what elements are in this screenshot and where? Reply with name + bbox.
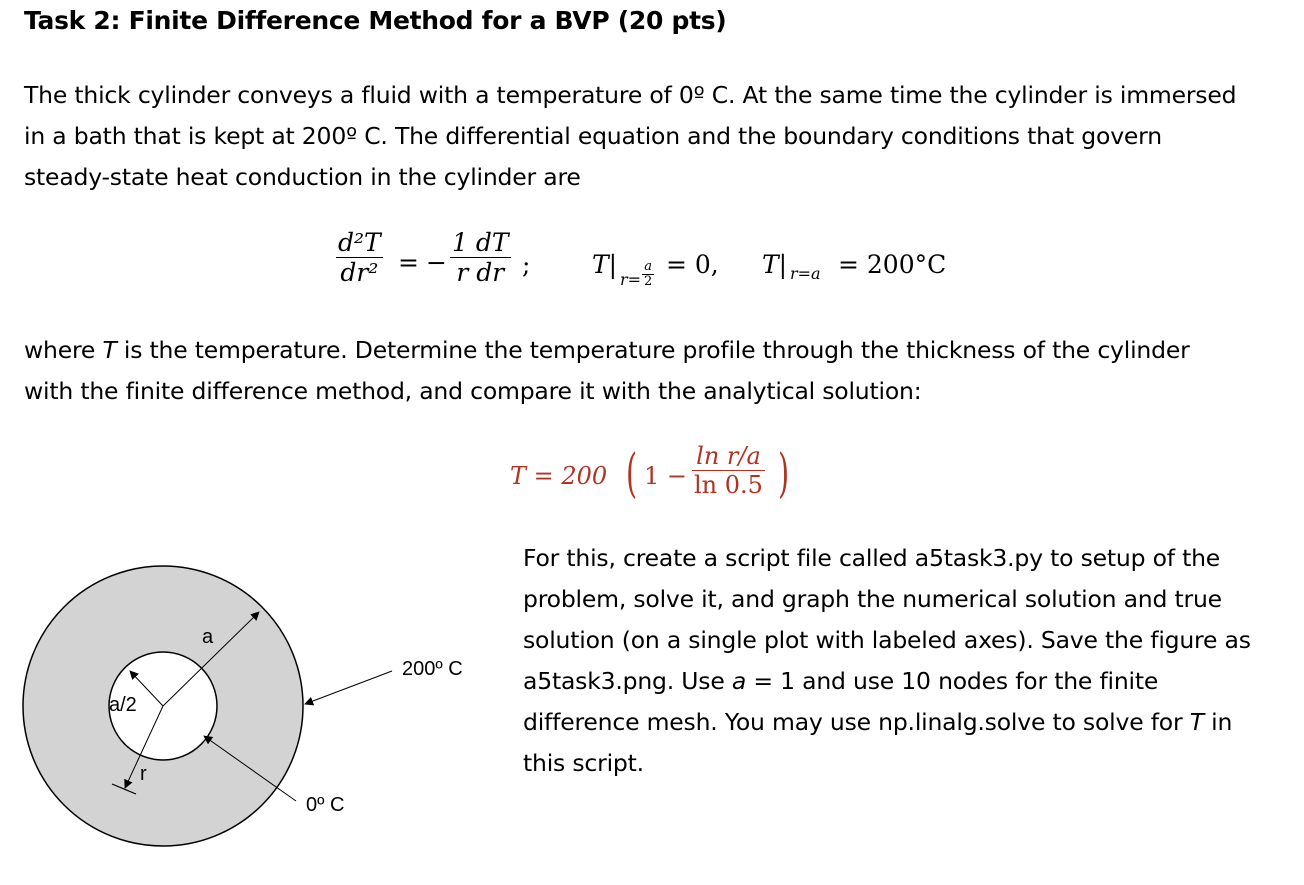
bc1-lhs: T|: [592, 250, 618, 279]
analytical-solution: [510, 438, 810, 518]
label-r: r: [140, 763, 147, 785]
minus-sign: −: [426, 248, 447, 277]
instructions-line-1: For this, create a script file called a5task3.py to setup of the: [523, 544, 1221, 572]
instructions-line-3: solution (on a single plot with labeled axes). Save the figure as: [523, 626, 1251, 654]
lhs-numerator: d²T: [338, 228, 381, 257]
instructions-line-4-a: a: [731, 667, 747, 695]
cylinder-diagram: [0, 560, 500, 860]
analytical-lhs: T = 200: [510, 462, 608, 490]
instructions-line-6: this script.: [523, 749, 644, 777]
outer-temperature-leader: [305, 671, 392, 704]
bc2-lhs: T|: [762, 250, 788, 279]
instructions-paragraph: [523, 538, 1251, 784]
instructions-line-5-post: in: [1203, 708, 1233, 736]
where-paragraph: [24, 330, 1190, 412]
analytical-denominator: ln 0.5: [694, 471, 763, 499]
bc1-subscript-numerator: a: [644, 259, 653, 274]
rhs-numerator: 1 dT: [452, 228, 509, 257]
instructions-line-2: problem, solve it, and graph the numerical solution and true: [523, 585, 1222, 613]
instructions-line-5: [523, 702, 1251, 743]
analytical-one-minus: 1 −: [644, 462, 688, 490]
instructions-line-4-pre: a5task3.png. Use: [523, 667, 732, 695]
instructions-line-4-post: = 1 and use 10 nodes for the finite: [746, 667, 1159, 695]
analytical-fraction: [692, 442, 765, 499]
intro-paragraph: [24, 75, 1236, 198]
label-a-half: a/2: [109, 694, 137, 716]
bc1-subscript-fraction: [642, 260, 654, 289]
bc1-rhs: = 0,: [666, 250, 719, 279]
task-title: Task 2: Finite Difference Method for a BVP (20 pts): [24, 6, 727, 35]
intro-line-2: in a bath that is kept at 200º C. The differential equation and the boundary conditions that govern: [24, 122, 1162, 150]
label-outer-temperature: 200º C: [402, 658, 463, 680]
lhs-fraction: [336, 228, 383, 287]
where-line-1-T: T: [102, 336, 117, 364]
where-line-2: with the finite difference method, and compare it with the analytical solution:: [24, 377, 922, 405]
bc1-subscript-denominator: 2: [644, 274, 653, 289]
intro-line-3: steady-state heat conduction in the cylinder are: [24, 163, 581, 191]
equals-sign: =: [398, 248, 419, 277]
instructions-line-4: [523, 661, 1251, 702]
instructions-line-5-T: T: [1189, 708, 1204, 736]
intro-line-1: The thick cylinder conveys a fluid with a temperature of 0º C. At the same time the cylinder is immersed: [24, 81, 1237, 109]
semicolon: ;: [522, 250, 531, 279]
bc2-subscript: r=a: [790, 264, 821, 283]
bc1-subscript: r=: [620, 270, 642, 289]
right-paren: ): [778, 444, 790, 504]
where-line-1-post: is the temperature. Determine the temperature profile through the thickness of the cylinder: [116, 336, 1190, 364]
rhs-fraction: [450, 228, 511, 287]
bc2-rhs: = 200°C: [838, 250, 947, 279]
where-line-1: [24, 330, 1190, 371]
left-paren: (: [626, 444, 638, 504]
label-inner-temperature: 0º C: [306, 794, 345, 816]
analytical-numerator: ln r/a: [696, 442, 761, 470]
where-line-1-pre: where: [24, 336, 103, 364]
lhs-denominator: dr²: [336, 257, 383, 287]
label-a: a: [202, 626, 214, 648]
rhs-denominator: r dr: [450, 257, 511, 287]
instructions-line-5-pre: difference mesh. You may use np.linalg.solve to solve for: [523, 708, 1190, 736]
